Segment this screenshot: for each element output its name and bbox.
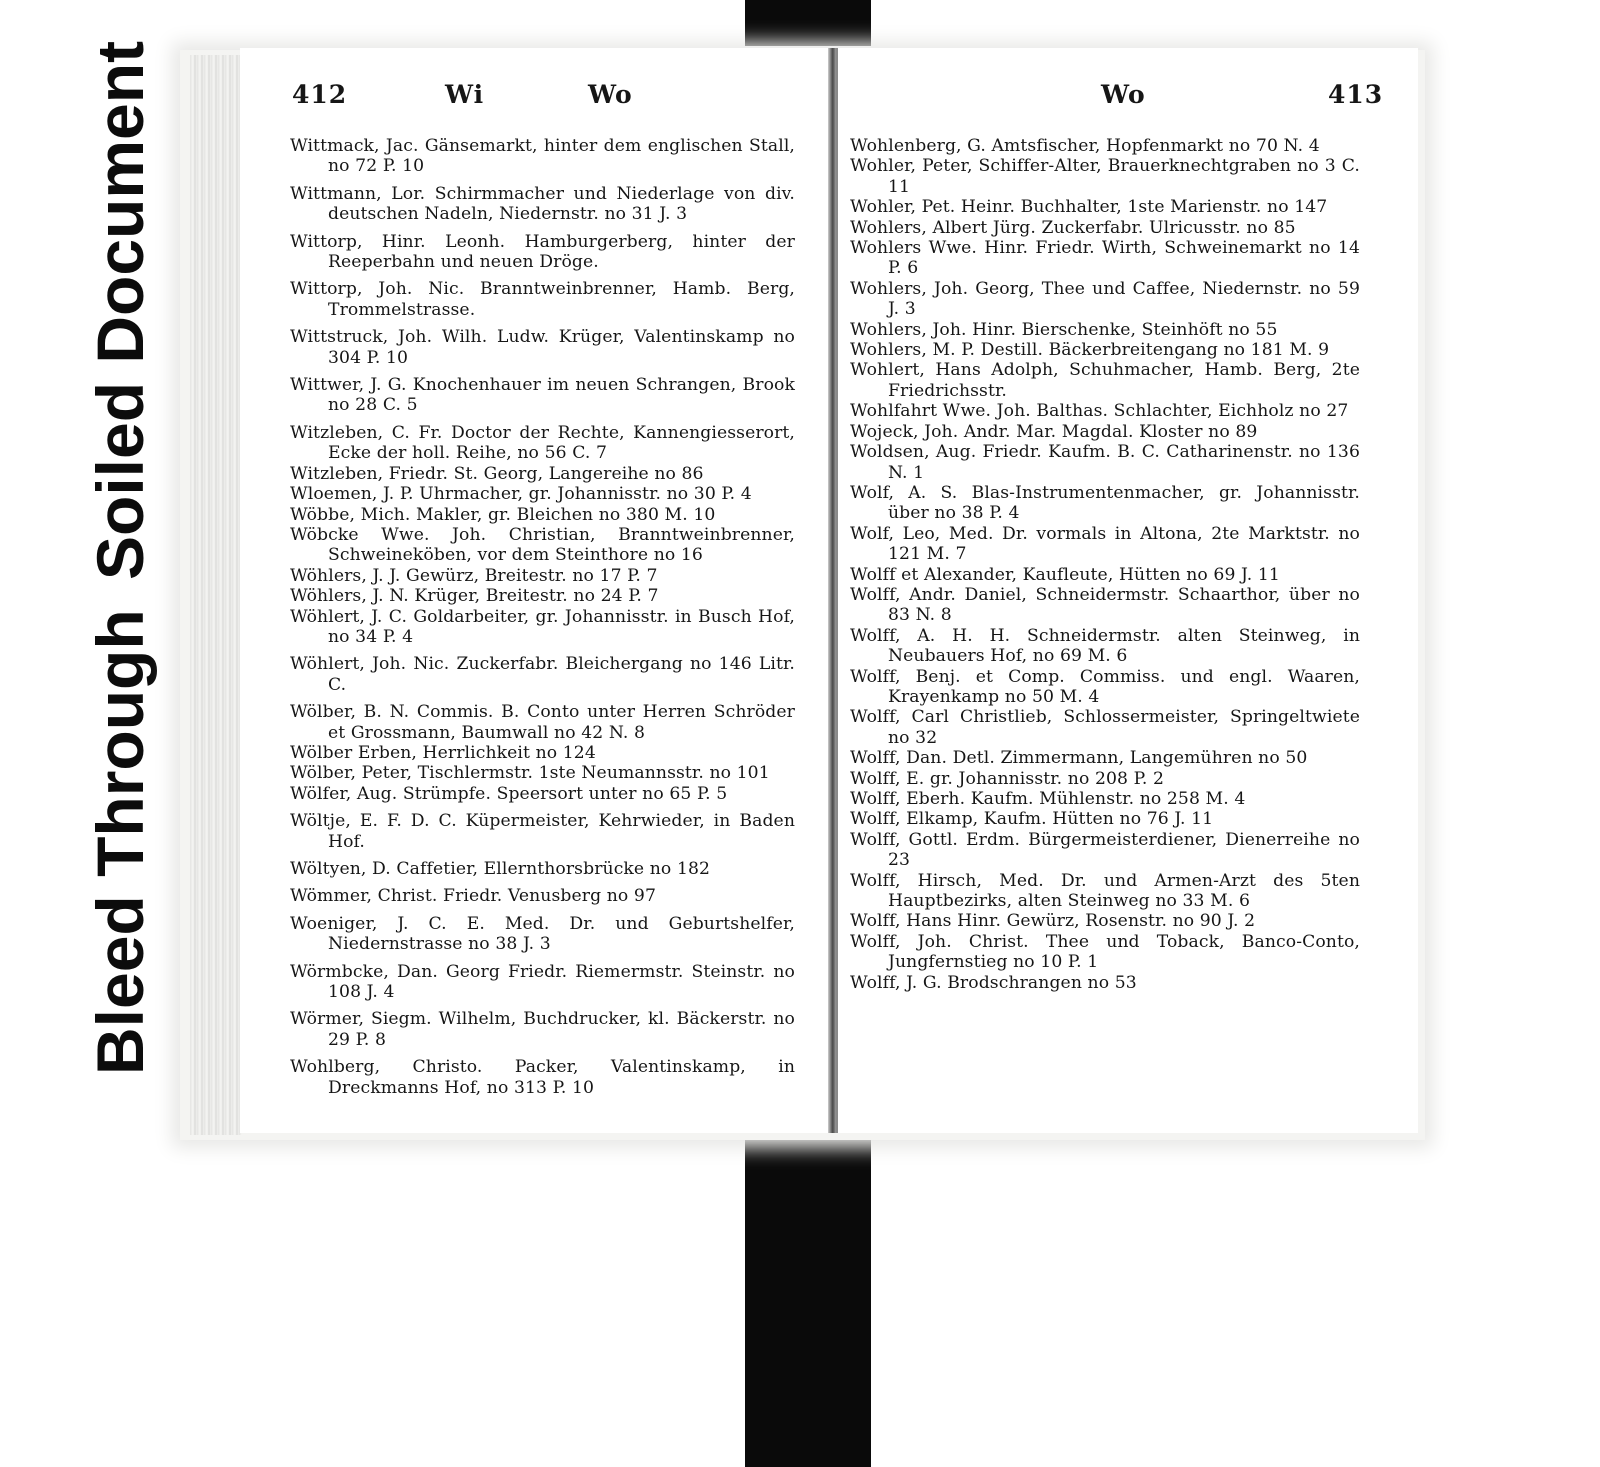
directory-entry: Wittmack, Jac. Gänsemarkt, hinter dem englischen Stall, no 72 P. 10 [290,136,795,177]
directory-entry: Wittwer, J. G. Knochenhauer im neuen Schrangen, Brook no 28 C. 5 [290,375,795,416]
directory-entry: Wöhlers, J. N. Krüger, Breitestr. no 24 P. 7 [290,586,659,607]
directory-entry: Wolff, J. G. Brodschrangen no 53 [850,972,1137,993]
directory-entry: Wolf, Leo, Med. Dr. vormals in Altona, 2te Marktstr. no 121 M. 7 [850,523,1360,565]
directory-entry: Wölber, B. N. Commis. B. Conto unter Herren Schröder et Grossmann, Baumwall no 42 N. 8 [290,702,795,743]
directory-entry: Wolff, Joh. Christ. Thee und Toback, Banco-Conto, Jungfernstieg no 10 P. 1 [850,931,1360,973]
directory-entry: Wohlers Wwe. Hinr. Friedr. Wirth, Schweinemarkt no 14 P. 6 [850,238,1360,279]
directory-entry: Wohler, Pet. Heinr. Buchhalter, 1ste Marienstr. no 147 [850,197,1328,218]
left-header-wo: Wo [588,80,633,109]
directory-entry: Wölfer, Aug. Strümpfe. Speersort unter no 65 P. 5 [290,783,728,804]
directory-entry: Wolff, E. gr. Johannisstr. no 208 P. 2 [850,768,1164,789]
directory-entry: Wohlers, Albert Jürg. Zuckerfabr. Ulricusstr. no 85 [850,217,1296,238]
directory-entry: Wöbcke Wwe. Joh. Christian, Branntweinbrenner, Schweineköben, vor dem Steinthore no 16 [290,524,795,566]
directory-entry: Wolff, Hans Hinr. Gewürz, Rosenstr. no 90 J. 2 [850,911,1256,932]
directory-entry: Wohler, Peter, Schiffer-Alter, Brauerknechtgraben no 3 C. 11 [850,156,1360,197]
directory-entry: Wöltje, E. F. D. C. Küpermeister, Kehrwieder, in Baden Hof. [290,811,795,852]
left-entry-list [290,136,795,1098]
left-page-number: 412 [292,80,348,109]
directory-entry: Wöhlert, J. C. Goldarbeiter, gr. Johannisstr. in Busch Hof, no 34 P. 4 [290,606,795,647]
directory-entry: Wörmer, Siegm. Wilhelm, Buchdrucker, kl. Bäckerstr. no 29 P. 8 [290,1009,795,1050]
soiled-document-stamp: Soiled Document [83,40,157,580]
directory-entry: Wohlert, Hans Adolph, Schuhmacher, Hamb. Berg, 2te Friedrichsstr. [850,360,1360,401]
left-page [240,48,832,1133]
left-header-wi: Wi [445,80,485,109]
directory-entry: Woldsen, Aug. Friedr. Kaufm. B. C. Catharinenstr. no 136 N. 1 [850,442,1360,483]
directory-entry: Wölber, Peter, Tischlermstr. 1ste Neumannsstr. no 101 [290,763,770,784]
directory-entry: Wolff, Elkamp, Kaufm. Hütten no 76 J. 11 [850,809,1214,830]
directory-entry: Woeniger, J. C. E. Med. Dr. und Geburtshelfer, Niedernstrasse no 38 J. 3 [290,913,795,955]
directory-entry: Wolf, A. S. Blas-Instrumentenmacher, gr. Johannisstr. über no 38 P. 4 [850,482,1360,524]
directory-entry: Wörmbcke, Dan. Georg Friedr. Riemermstr. Steinstr. no 108 J. 4 [290,961,795,1003]
directory-entry: Wöbbe, Mich. Makler, gr. Bleichen no 380 M. 10 [290,504,716,525]
directory-entry: Wölber Erben, Herrlichkeit no 124 [290,742,596,763]
directory-entry: Wöltyen, D. Caffetier, Ellernthorsbrücke no 182 [290,859,711,879]
directory-entry: Wömmer, Christ. Friedr. Venusberg no 97 [290,886,656,907]
page-edges [190,55,242,1135]
directory-entry: Wohlfahrt Wwe. Joh. Balthas. Schlachter, Eichholz no 27 [850,401,1349,422]
directory-entry: Wloemen, J. P. Uhrmacher, gr. Johannisstr. no 30 P. 4 [290,484,752,505]
directory-entry: Wolff, Dan. Detl. Zimmermann, Langemühren no 50 [850,748,1308,769]
directory-entry: Wolff, Gottl. Erdm. Bürgermeisterdiener, Dienerreihe no 23 [850,829,1360,871]
directory-entry: Witzleben, Friedr. St. Georg, Langereihe no 86 [290,463,704,484]
directory-entry: Wohlers, Joh. Georg, Thee und Caffee, Niedernstr. no 59 J. 3 [850,278,1360,320]
directory-entry: Wolff, Benj. et Comp. Commiss. und engl. Waaren, Krayenkamp no 50 M. 4 [850,666,1360,707]
directory-entry: Wittorp, Joh. Nic. Branntweinbrenner, Hamb. Berg, Trommelstrasse. [290,279,795,320]
bleed-through-stamp: Bleed Through [83,609,157,1075]
directory-entry: Wittmann, Lor. Schirmmacher und Niederlage von div. deutschen Nadeln, Niedernstr. no 31 J. 3 [290,183,795,225]
right-header-wo: Wo [1101,80,1146,109]
directory-entry: Wolff, Hirsch, Med. Dr. und Armen-Arzt des 5ten Hauptbezirks, alten Steinweg no 33 M. 6 [850,870,1360,912]
directory-entry: Wittstruck, Joh. Wilh. Ludw. Krüger, Valentinskamp no 304 P. 10 [290,327,795,368]
directory-entry: Wöhlert, Joh. Nic. Zuckerfabr. Bleichergang no 146 Litr. C. [290,654,795,695]
spine-bar-bottom [745,1130,871,1467]
directory-entry: Wohlberg, Christo. Packer, Valentinskamp, in Dreckmanns Hof, no 313 P. 10 [290,1057,795,1098]
spine-bar-top [745,0,871,46]
right-entry-list [850,136,1360,993]
directory-entry: Wolff, Andr. Daniel, Schneidermstr. Schaarthor, über no 83 N. 8 [850,584,1360,626]
directory-entry: Wöhlers, J. J. Gewürz, Breitestr. no 17 P. 7 [290,565,658,586]
directory-entry: Wittorp, Hinr. Leonh. Hamburgerberg, hinter der Reeperbahn und neuen Dröge. [290,231,795,273]
directory-entry: Wohlers, M. P. Destill. Bäckerbreitengang no 181 M. 9 [850,340,1330,361]
directory-entry: Wojeck, Joh. Andr. Mar. Magdal. Kloster no 89 [850,421,1258,442]
directory-entry: Wolff et Alexander, Kaufleute, Hütten no 69 J. 11 [850,564,1280,585]
directory-entry: Wohlenberg, G. Amtsfischer, Hopfenmarkt no 70 N. 4 [850,136,1320,156]
directory-entry: Wohlers, Joh. Hinr. Bierschenke, Steinhöft no 55 [850,319,1278,340]
directory-entry: Wolff, Carl Christlieb, Schlossermeister, Springeltwiete no 32 [850,707,1360,748]
directory-entry: Wolff, A. H. H. Schneidermstr. alten Steinweg, in Neubauers Hof, no 69 M. 6 [850,625,1360,667]
directory-entry: Witzleben, C. Fr. Doctor der Rechte, Kannengiesserort, Ecke der holl. Reihe, no 56 C. 7 [290,422,795,464]
right-page-number: 413 [1328,80,1384,109]
right-page [836,48,1418,1133]
directory-entry: Wolff, Eberh. Kaufm. Mühlenstr. no 258 M. 4 [850,789,1246,809]
